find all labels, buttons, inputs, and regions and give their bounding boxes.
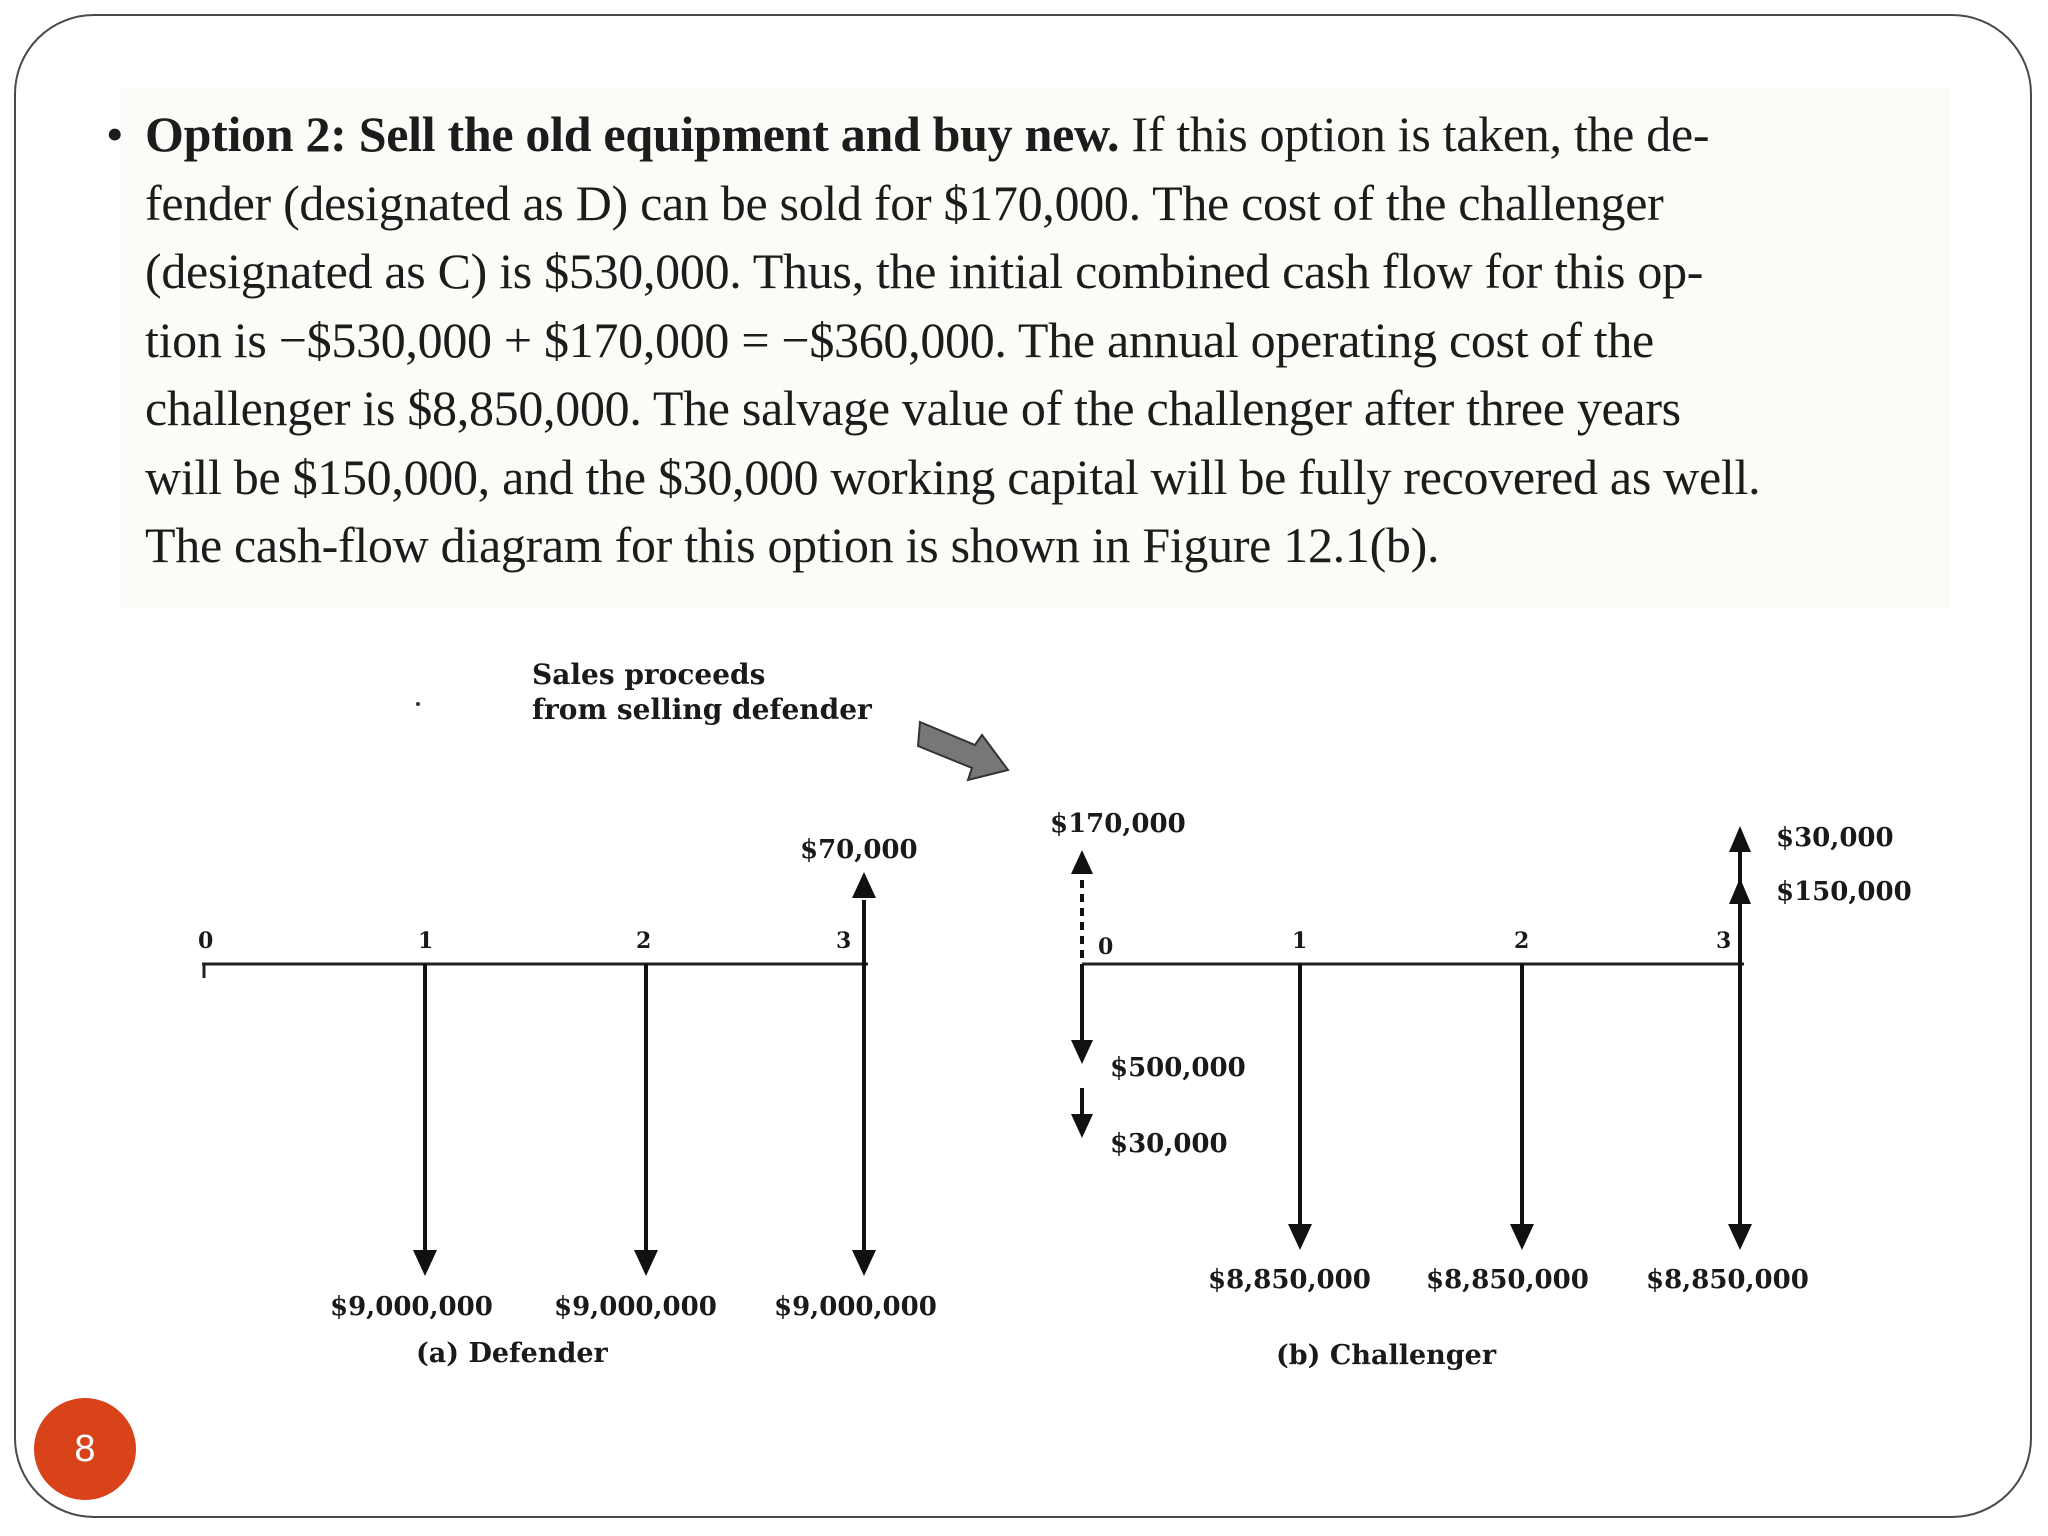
paragraph-line-6: will be $150,000, and the $30,000 working capital will be fully recovered as well. (145, 448, 1761, 505)
challenger-outflow-label-0a: $500,000 (1110, 1053, 1246, 1083)
defender-outflow-arrowhead-2 (634, 1250, 658, 1276)
challenger-outflow-label-0b: $30,000 (1110, 1129, 1228, 1159)
challenger-outflow-label-1: $8,850,000 (1208, 1265, 1371, 1295)
challenger-outflow-label-3: $8,850,000 (1646, 1265, 1809, 1295)
challenger-caption: (b) Challenger (1276, 1340, 1497, 1371)
challenger-outflow-arrowhead-1 (1288, 1224, 1312, 1250)
challenger-outflow-arrowhead-3 (1728, 1224, 1752, 1250)
annotation-line-2: from selling defender (532, 693, 872, 726)
defender-outflow-label-3: $9,000,000 (774, 1292, 937, 1322)
bullet-marker: • (106, 106, 124, 162)
challenger-inflow-arrowhead-0 (1071, 850, 1093, 874)
challenger-outflow-arrowhead-0b (1071, 1114, 1093, 1138)
defender-caption: (a) Defender (416, 1338, 608, 1369)
defender-outflow-label-2: $9,000,000 (554, 1292, 717, 1322)
challenger-inflow-arrowhead-3a (1729, 826, 1751, 852)
slide-number-badge: 8 (34, 1398, 136, 1500)
challenger-outflow-arrowhead-2 (1510, 1224, 1534, 1250)
challenger-inflow-label-3a: $30,000 (1776, 823, 1894, 853)
challenger-period-0: 0 (1098, 934, 1114, 960)
paragraph-line-3: (designated as C) is $530,000. Thus, the initial combined cash flow for this op- (145, 243, 1704, 299)
defender-outflow-label-1: $9,000,000 (330, 1292, 493, 1322)
challenger-period-2: 2 (1514, 928, 1530, 954)
challenger-outflow-arrowhead-0a (1071, 1040, 1093, 1064)
paragraph-line-5: challenger is $8,850,000. The salvage value of the challenger after three years (145, 380, 1681, 436)
paragraph-line-1-rest: If this option is taken, the de- (1119, 106, 1710, 162)
defender-diagram (198, 835, 937, 1369)
annotation-arrow-icon (918, 722, 1008, 780)
paragraph-line-2: fender (designated as D) can be sold for $170,000. The cost of the challenger (145, 174, 1664, 231)
paragraph-line-7: The cash-flow diagram for this option is shown in Figure 12.1(b). (145, 517, 1440, 573)
challenger-inflow-label-3b: $150,000 (1776, 877, 1912, 907)
challenger-period-3: 3 (1716, 928, 1732, 954)
challenger-outflow-label-2: $8,850,000 (1426, 1265, 1589, 1295)
challenger-diagram (1050, 809, 1912, 1371)
defender-outflow-arrowhead-1 (413, 1250, 437, 1276)
defender-outflow-arrowhead-3 (852, 1250, 876, 1276)
defender-period-1: 1 (418, 928, 434, 954)
challenger-inflow-label-0: $170,000 (1050, 809, 1186, 839)
defender-period-2: 2 (636, 928, 652, 954)
defender-inflow-label: $70,000 (800, 835, 918, 865)
paragraph-lead: Option 2: Sell the old equipment and buy new. (145, 106, 1120, 162)
defender-inflow-arrowhead (852, 872, 876, 898)
paragraph-line-4: tion is −$530,000 + $170,000 = −$360,000. The annual operating cost of the (145, 311, 1654, 368)
defender-period-0: 0 (198, 928, 214, 954)
challenger-period-1: 1 (1292, 928, 1308, 954)
annotation-line-1: Sales proceeds (532, 658, 766, 691)
stray-dot (416, 702, 420, 706)
challenger-inflow-arrowhead-3b (1729, 878, 1751, 904)
defender-period-3: 3 (836, 928, 852, 954)
